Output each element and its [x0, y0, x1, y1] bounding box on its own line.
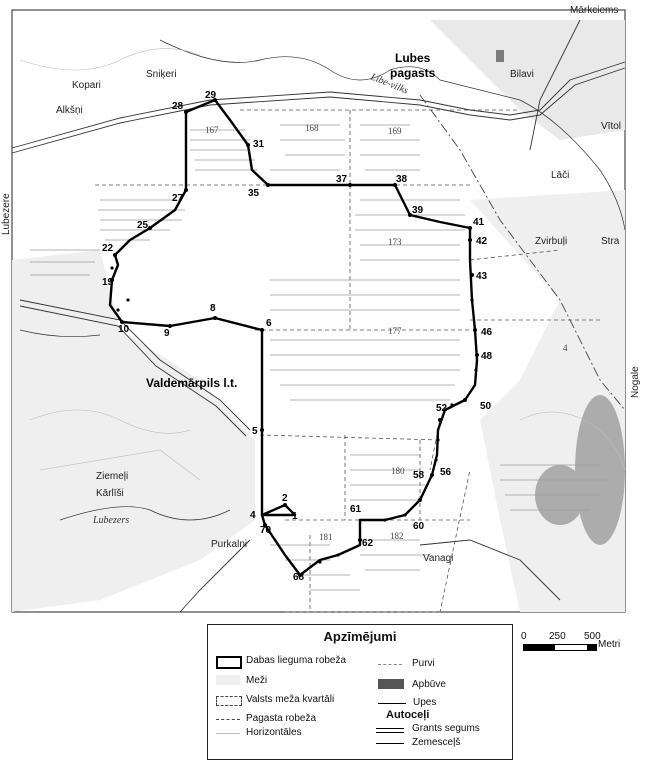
point-label: 70 [260, 525, 272, 536]
quarter-label: 177 [388, 326, 402, 336]
scale-unit: Metri [598, 639, 621, 650]
legend-roads: Autoceļi [386, 709, 430, 721]
point-label: 38 [396, 174, 408, 185]
contour-swatch [216, 733, 240, 734]
legend-rivers: Upes [413, 697, 437, 708]
point-label: 35 [248, 188, 260, 199]
scale-tick-0: 0 [521, 631, 527, 642]
bog-swatch [378, 664, 402, 665]
gravel-swatch [376, 728, 404, 733]
point-label: 41 [473, 217, 485, 228]
scale-seg-2 [554, 644, 588, 651]
quarter-label: 180 [391, 466, 405, 476]
point-label: 52 [436, 403, 448, 414]
point-label: 8 [210, 303, 216, 314]
quarter-label: 4 [563, 343, 568, 353]
legend-quarters: Valsts meža kvartāli [246, 694, 335, 705]
quarter-label: 173 [388, 237, 402, 247]
river-name: Libe-vilks [368, 71, 410, 97]
place-name: Vanagi [423, 553, 454, 564]
point-label: 56 [440, 467, 452, 478]
point-label: 50 [480, 401, 492, 412]
place-name: Valdemārpils l.t. [146, 376, 238, 390]
point-label: 22 [102, 243, 114, 254]
boundary-swatch [216, 656, 242, 669]
scale-seg-3 [587, 644, 597, 651]
place-name: Bilavi [510, 69, 534, 80]
legend-boundary: Dabas lieguma robeža [246, 655, 347, 666]
place-name: Alkšņi [56, 105, 83, 116]
point-label: 37 [336, 174, 348, 185]
legend-parish: Pagasta robeža [246, 713, 317, 724]
place-name: Zvirbuļi [535, 236, 568, 247]
point-label: 46 [481, 327, 493, 338]
legend-forest: Meži [246, 675, 268, 686]
quarter-label: 167 [205, 125, 219, 135]
place-name: Purkalni [211, 539, 248, 550]
legend [207, 624, 513, 760]
point-label: 2 [282, 493, 288, 504]
point-label: 6 [266, 318, 272, 329]
point-label: 5 [252, 426, 258, 437]
place-name: Stra [601, 236, 620, 247]
point-label: 9 [164, 328, 170, 339]
place-name: Nogale [630, 366, 641, 398]
point-label: 10 [118, 324, 130, 335]
point-label: 25 [137, 220, 149, 231]
place-name: Vītol [601, 121, 622, 132]
parish-swatch [216, 719, 240, 720]
quarter-label: 168 [305, 123, 319, 133]
build-swatch [378, 679, 404, 689]
quarter-label: 181 [319, 532, 333, 542]
point-label: 39 [412, 205, 424, 216]
river-swatch [378, 703, 406, 704]
place-name: Lubezere [1, 193, 12, 235]
scale-seg-1 [523, 644, 555, 651]
scale-tick-500: 500 [584, 631, 601, 642]
place-name: Kopari [72, 80, 101, 91]
legend-dirt: Zemesceļš [412, 737, 461, 748]
point-label: 28 [172, 101, 184, 112]
legend-bog: Purvi [412, 658, 435, 669]
point-label: 31 [253, 139, 265, 150]
point-label: 48 [481, 351, 493, 362]
point-label: 68 [293, 572, 305, 583]
point-label: 19 [102, 277, 114, 288]
point-label: 43 [476, 271, 488, 282]
legend-contours: Horizontāles [246, 727, 302, 738]
point-label: 60 [413, 521, 425, 532]
legend-build: Apbūve [412, 679, 446, 690]
dirt-swatch [376, 743, 404, 744]
legend-title: Apzīmējumi [323, 629, 397, 644]
point-label: 29 [205, 90, 217, 101]
place-name: Kārlīši [96, 488, 124, 499]
legend-gravel: Grants segums [412, 723, 480, 734]
place-name: Lāči [551, 170, 570, 181]
point-label: 1 [292, 511, 298, 522]
place-name: Sniķeri [146, 69, 177, 80]
quarter-label: 182 [390, 531, 404, 541]
point-label: 58 [413, 470, 425, 481]
place-name: Mārkciems [570, 5, 619, 16]
point-label: 42 [476, 236, 488, 247]
point-label: 62 [362, 538, 374, 549]
river-name: Lubezers [93, 515, 130, 526]
quarter-label: 169 [388, 126, 402, 136]
place-name: Lubes [395, 51, 431, 65]
point-label: 4 [250, 510, 256, 521]
point-label: 27 [172, 193, 184, 204]
point-label: 61 [350, 504, 362, 515]
quarters-swatch [216, 696, 242, 706]
scale-tick-250: 250 [549, 631, 566, 642]
place-name: Ziemeļi [96, 471, 129, 482]
forest-swatch [216, 675, 240, 685]
place-name: pagasts [390, 66, 436, 80]
